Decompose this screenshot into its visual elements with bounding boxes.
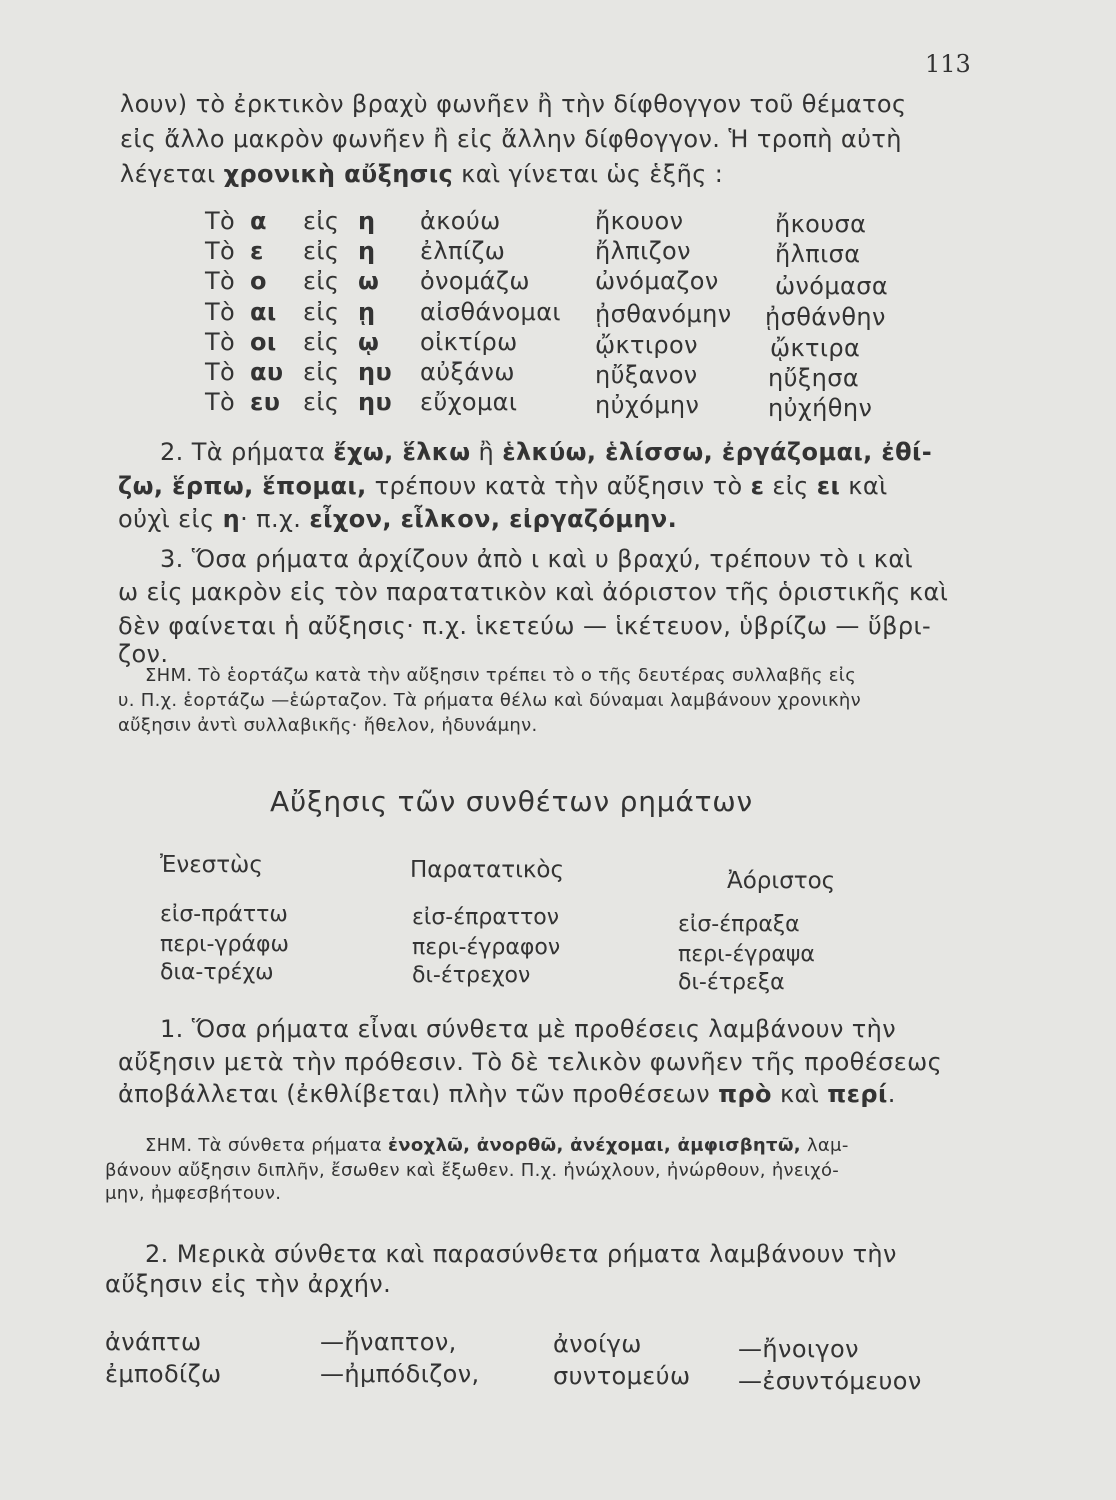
aorist-form: ᾐσθάνθην (765, 303, 886, 331)
intro-line-1: λουν) τὸ ἐρκτικὸν βραχὺ φωνῆεν ἢ τὴν δίφθογγον τοῦ θέματος (120, 90, 907, 118)
to-label: Τὸ (205, 267, 236, 295)
aorist-cell: δι-έτρεξα (678, 970, 785, 995)
present-form: ὀνομάζω (420, 267, 530, 295)
target-vowel: η (358, 237, 376, 265)
target-vowel: ηυ (358, 388, 393, 416)
para-c1-line-2: αὔξησιν μετὰ τὴν πρόθεσιν. Τὸ δὲ τελικὸν φωνῆεν τῆς προθέσεως (118, 1048, 943, 1076)
aorist-form: ᾤκτιρα (770, 334, 861, 362)
eis-label: εἰς (303, 267, 340, 295)
para3-line-1: 3. Ὅσα ρήματα ἀρχίζουν ἀπὸ ι καὶ υ βραχύ, τρέπουν τὸ ι καὶ (160, 545, 914, 573)
present-cell: δια-τρέχω (160, 960, 274, 985)
present-form: οἰκτίρω (420, 328, 518, 356)
imperfect-cell: περι-έγραφον (412, 935, 561, 960)
intro-line-2: εἰς ἄλλο μακρὸν φωνῆεν ἢ εἰς ἄλλην δίφθογγον. Ἡ τροπὴ αὐτὴ (120, 125, 902, 153)
source-vowel: ε (250, 237, 264, 265)
eis-label: εἰς (303, 298, 340, 326)
present-form: ἀκούω (420, 207, 501, 235)
column-header-imperfect: Παρατατικὸς (410, 857, 564, 883)
imperfect-cell: εἰσ-έπραττον (412, 905, 560, 930)
source-vowel: οι (250, 328, 277, 356)
imperfect-form: ᾐσθανόμην (595, 300, 732, 328)
para3-line-2: ω εἰς μακρὸν εἰς τὸν παρατατικὸν καὶ ἀόριστον τῆς ὁριστικῆς καὶ (118, 578, 949, 606)
para3-line-3: δὲν φαίνεται ἡ αὔξησις· π.χ. ἱκετεύω — ἱκέτευον, ὑβρίζω — ὕβρι- (118, 612, 932, 640)
note2-line-2: βάνουν αὔξησιν διπλῆν, ἔσωθεν καὶ ἔξωθεν. Π.χ. ἠνώχλουν, ἠνώρθουν, ἠνειχό- (105, 1160, 840, 1181)
to-label: Τὸ (205, 207, 236, 235)
aorist-cell: περι-έγραψα (678, 942, 815, 967)
para-c2-line-2: αὔξησιν εἰς τὴν ἀρχήν. (105, 1270, 392, 1298)
to-label: Τὸ (205, 328, 236, 356)
para3-line-4: ζον. (118, 640, 169, 668)
eis-label: εἰς (303, 207, 340, 235)
source-vowel: ευ (250, 388, 281, 416)
present-cell: εἰσ-πράττω (160, 902, 288, 927)
target-vowel: ω (358, 267, 380, 295)
imperfect-form: ὠνόμαζον (595, 267, 719, 295)
present-form: αἰσθάνομαι (420, 298, 561, 326)
eis-label: εἰς (303, 328, 340, 356)
target-vowel: ῃ (358, 298, 376, 326)
section-title: Αὔξησις τῶν συνθέτων ρημάτων (270, 785, 753, 818)
source-vowel: ο (250, 267, 267, 295)
target-vowel: ηυ (358, 358, 393, 386)
pair-past: —ἤναπτον, (320, 1328, 457, 1356)
note1-line-2: υ. Π.χ. ἑορτάζω —ἑώρταζον. Τὰ ρήματα θέλω καὶ δύναμαι λαμβάνουν χρονικὴν (118, 690, 861, 711)
target-vowel: η (358, 207, 376, 235)
para2-line-3: οὐχὶ εἰς η· π.χ. εἶχον, εἷλκον, εἰργαζόμην. (118, 505, 678, 533)
target-vowel: ῳ (358, 328, 380, 356)
to-label: Τὸ (205, 388, 236, 416)
to-label: Τὸ (205, 237, 236, 265)
column-header-present: Ἐνεστὼς (160, 852, 263, 878)
eis-label: εἰς (303, 237, 340, 265)
aorist-form: ηὐχήθην (768, 394, 873, 422)
aorist-form: ὠνόμασα (775, 272, 889, 300)
imperfect-form: ηὐχόμην (595, 391, 700, 419)
aorist-form: ἤλπισα (775, 240, 861, 268)
para-c2-line-1: 2. Μερικὰ σύνθετα καὶ παρασύνθετα ρήματα λαμβάνουν τὴν (145, 1240, 897, 1268)
note1-line-1: ΣΗΜ. Τὸ ἑορτάζω κατὰ τὴν αὔξησιν τρέπει τὸ ο τῆς δευτέρας συλλαβῆς εἰς (145, 665, 857, 686)
note2-line-1: ΣΗΜ. Τὰ σύνθετα ρήματα ἐνοχλῶ, ἀνορθῶ, ἀνέχομαι, ἀμφισβητῶ, λαμ- (145, 1135, 849, 1156)
to-label: Τὸ (205, 298, 236, 326)
source-vowel: αι (250, 298, 277, 326)
para2-line-1: 2. Τὰ ρήματα ἔχω, ἕλκω ἢ ἑλκύω, ἑλίσσω, ἐργάζομαι, ἐθί- (160, 438, 933, 466)
pair-present: συντομεύω (553, 1362, 691, 1390)
present-form: εὔχομαι (420, 388, 518, 416)
present-form: αὐξάνω (420, 358, 515, 386)
pair-present: ἀνάπτω (105, 1328, 202, 1356)
aorist-form: ηὔξησα (768, 364, 860, 392)
imperfect-form: ᾤκτιρον (595, 331, 698, 359)
pair-past: —ἠμπόδιζον, (320, 1360, 480, 1388)
pair-past: —ἤνοιγον (738, 1335, 859, 1363)
present-cell: περι-γράφω (160, 932, 289, 957)
aorist-form: ἤκουσα (775, 210, 867, 238)
pair-present: ἀνοίγω (553, 1330, 642, 1358)
para-c1-line-1: 1. Ὅσα ρήματα εἶναι σύνθετα μὲ προθέσεις λαμβάνουν τὴν (160, 1015, 897, 1043)
imperfect-form: ηὔξανον (595, 361, 698, 389)
pair-past: —ἐσυντόμευον (738, 1367, 922, 1395)
pair-present: ἐμποδίζω (105, 1360, 222, 1388)
note1-line-3: αὔξησιν ἀντὶ συλλαβικῆς· ἤθελον, ἠδυνάμην. (118, 715, 538, 736)
to-label: Τὸ (205, 358, 236, 386)
para2-line-2: ζω, ἕρπω, ἕπομαι, τρέπουν κατὰ τὴν αὔξησιν τὸ ε εἰς ει καὶ (118, 472, 888, 500)
column-header-aorist: Ἀόριστος (727, 868, 836, 894)
eis-label: εἰς (303, 358, 340, 386)
source-vowel: αυ (250, 358, 284, 386)
present-form: ἐλπίζω (420, 237, 506, 265)
eis-label: εἰς (303, 388, 340, 416)
page-number: 113 (925, 50, 971, 78)
imperfect-form: ἤκουον (595, 207, 684, 235)
intro-line-3: λέγεται χρονικὴ αὔξησις καὶ γίνεται ὡς ἑξῆς : (120, 160, 724, 188)
imperfect-form: ἤλπιζον (595, 237, 691, 265)
aorist-cell: εἰσ-έπραξα (678, 912, 800, 937)
imperfect-cell: δι-έτρεχον (412, 963, 531, 988)
note2-line-3: μην, ἠμφεσβήτουν. (105, 1183, 282, 1204)
para-c1-line-3: ἀποβάλλεται (ἐκθλίβεται) πλὴν τῶν προθέσεων πρὸ καὶ περί. (118, 1080, 896, 1108)
source-vowel: α (250, 207, 267, 235)
